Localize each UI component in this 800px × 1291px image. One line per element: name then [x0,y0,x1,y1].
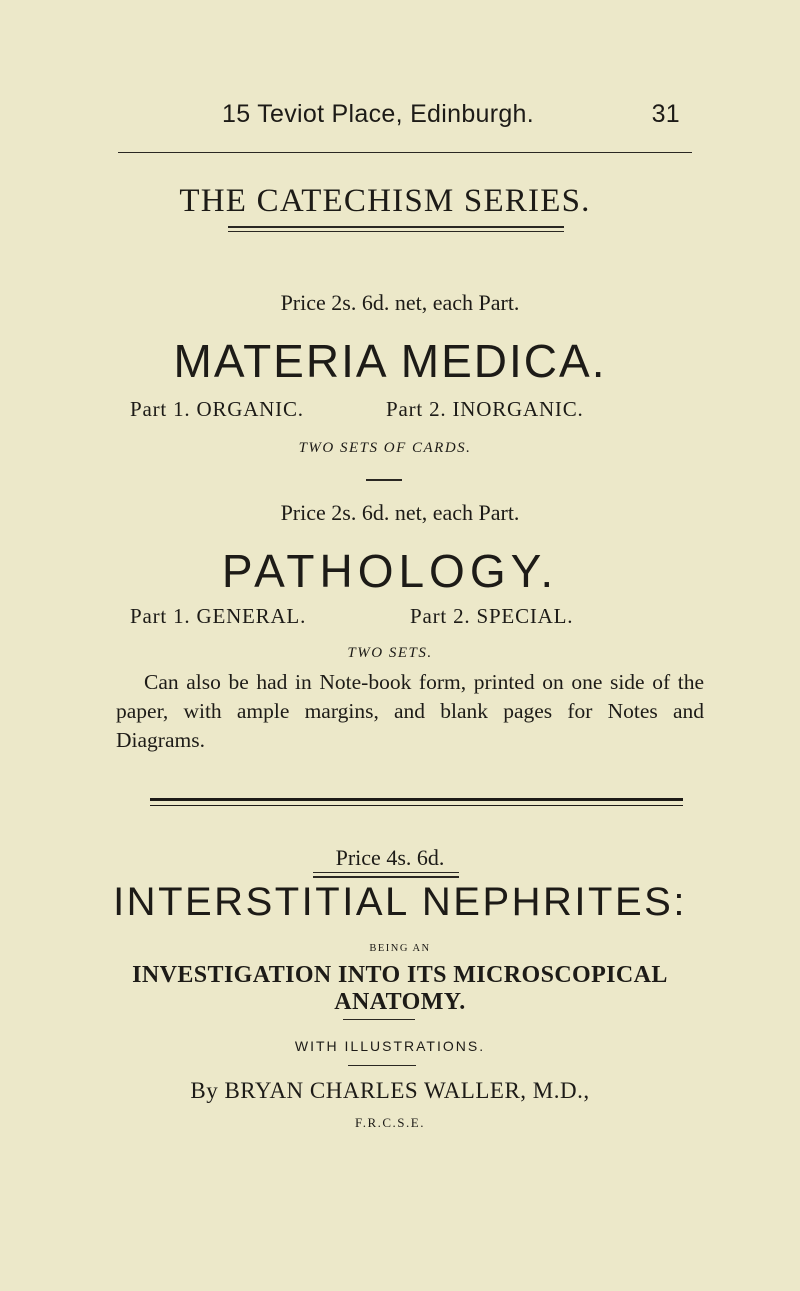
pathology-part2: Part 2. SPECIAL. [410,604,574,628]
being-an: BEING AN [369,943,431,954]
series-title: THE CATECHISM SERIES. [179,183,591,219]
materia-medica-part2: Part 2. INORGANIC. [386,397,584,421]
thick-divider [150,798,683,801]
pathology-note: TWO SETS. [347,645,433,661]
thin-divider [150,805,683,806]
pathology-title: PATHOLOGY. [221,545,559,597]
nephrites-price: Price 4s. 6d. [335,845,445,870]
title-underline-thin [228,231,564,232]
section-divider [366,479,402,481]
nephrites-title: INTERSTITIAL NEPHRITES: [113,880,687,924]
materia-medica-price: Price 2s. 6d. net, each Part. [280,290,520,315]
materia-medica-part1: Part 1. ORGANIC. [130,397,304,421]
pathology-part1: Part 1. GENERAL. [130,604,307,628]
price-underline [313,872,459,873]
author-line: By BRYAN CHARLES WALLER, M.D., [190,1078,590,1103]
author-credentials: F.R.C.S.E. [355,1115,425,1130]
header-rule [118,152,692,153]
materia-medica-note: TWO SETS OF CARDS. [298,440,472,456]
page-number: 31 [651,100,680,128]
nephrites-subtitle: INVESTIGATION INTO ITS MICROSCOPICAL ANATOMY. [132,962,668,1015]
notebook-paragraph: Can also be had in Note-book form, printed on one side of the paper, with ample margins, and blank pages for Notes and Diagrams. [116,670,704,752]
title-underline [228,226,564,228]
subtitle-divider [343,1019,415,1020]
pathology-price: Price 2s. 6d. net, each Part. [280,500,520,525]
price-underline-thick [313,876,459,878]
with-illustrations: WITH ILLUSTRATIONS. [294,1038,486,1054]
illustrations-divider [348,1065,416,1066]
materia-medica-title: MATERIA MEDICA. [173,335,607,387]
running-head-location: 15 Teviot Place, Edinburgh. [222,100,535,128]
